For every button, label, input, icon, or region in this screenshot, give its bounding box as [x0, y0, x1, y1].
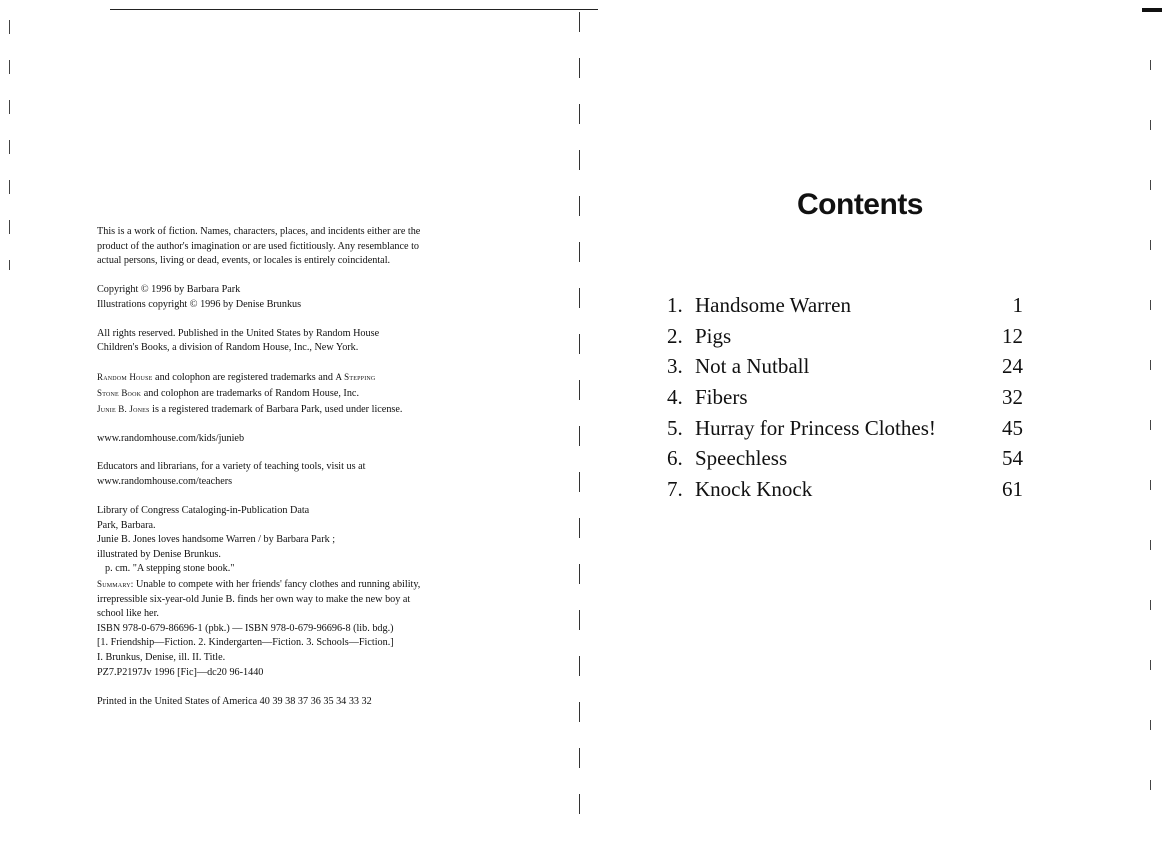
- contents-title: Contents: [797, 188, 923, 221]
- table-of-contents: [667, 290, 1023, 505]
- educators-notice: [97, 460, 497, 489]
- scan-edge-left: [9, 20, 10, 270]
- chapter-page: 24: [1002, 354, 1023, 379]
- chapter-title: Hurray for Princess Clothes!: [695, 415, 936, 440]
- chapter-page: 45: [1002, 415, 1023, 440]
- text-line: actual persons, living or dead, events, or locales is entirely coincidental.: [97, 255, 391, 267]
- toc-entry: [667, 443, 1023, 474]
- toc-entry: [667, 382, 1023, 413]
- cataloging-data: [97, 504, 497, 680]
- text-line: PZ7.P2197Jv 1996 [Fic]—dc20 96-1440: [97, 666, 264, 678]
- text-line: All rights reserved. Published in the United States by Random House: [97, 327, 380, 339]
- text-line: school like her.: [97, 608, 159, 620]
- fiction-disclaimer: [97, 225, 497, 269]
- chapter-title: Not a Nutball: [695, 354, 810, 379]
- scan-edge-right: [1150, 60, 1151, 820]
- chapter-page: 12: [1002, 323, 1023, 348]
- small-caps-text: Junie B. Jones: [97, 403, 150, 414]
- small-caps-text: Summary:: [97, 579, 134, 590]
- text-line: [1. Friendship—Fiction. 2. Kindergarten—Fiction. 3. Schools—Fiction.]: [97, 637, 394, 649]
- text-line: Copyright © 1996 by Barbara Park: [97, 284, 241, 296]
- scan-edge-top: [110, 9, 598, 10]
- text-line: Printed in the United States of America 40 39 38 37 36 35 34 33 32: [97, 695, 372, 707]
- chapter-number: 3.: [667, 354, 683, 379]
- copyright-page: [97, 225, 497, 724]
- toc-entry: [667, 351, 1023, 382]
- chapter-title: Fibers: [695, 385, 748, 410]
- text-line: [97, 386, 497, 402]
- text-segment: Unable to compete with her friends' fancy clothes and running ability,: [133, 579, 421, 591]
- small-caps-text: Stone Book: [97, 387, 142, 398]
- text-line: p. cm. "A stepping stone book.": [105, 563, 235, 575]
- text-line: Illustrations copyright © 1996 by Denise Brunkus: [97, 298, 302, 310]
- chapter-number: 2.: [667, 323, 683, 348]
- text-line: This is a work of fiction. Names, characters, places, and incidents either are the: [97, 226, 421, 237]
- toc-entry: [667, 474, 1023, 505]
- small-caps-text: Random House: [97, 372, 153, 383]
- text-line: Library of Congress Cataloging-in-Publication Data: [97, 505, 310, 517]
- text-segment: and colophon are registered trademarks and: [152, 372, 336, 384]
- chapter-title: Pigs: [695, 323, 732, 348]
- text-line: Junie B. Jones loves handsome Warren / by Barbara Park ;: [97, 534, 336, 546]
- chapter-title: Speechless: [695, 446, 788, 471]
- copyright-notice: [97, 283, 497, 312]
- trademark-notice: [97, 370, 497, 417]
- small-caps-text: A Stepping: [335, 372, 376, 383]
- text-line: Park, Barbara.: [97, 519, 156, 531]
- toc-entry: [667, 290, 1023, 321]
- chapter-page: 1: [1012, 293, 1023, 317]
- chapter-number: 4.: [667, 385, 683, 410]
- text-line: Educators and librarians, for a variety of teaching tools, visit us at: [97, 461, 366, 473]
- text-segment: and colophon are trademarks of Random House, Inc.: [141, 387, 359, 399]
- toc-entry: [667, 413, 1023, 444]
- text-line: [97, 577, 497, 593]
- text-line: illustrated by Denise Brunkus.: [97, 548, 221, 560]
- chapter-page: 54: [1002, 446, 1023, 471]
- chapter-number: 6.: [667, 446, 683, 471]
- text-line: www.randomhouse.com/kids/junieb: [97, 432, 245, 444]
- text-segment: is a registered trademark of Barbara Park, used under license.: [149, 403, 403, 415]
- toc-entry: [667, 321, 1023, 352]
- chapter-number: 1.: [667, 293, 683, 317]
- chapter-title: Handsome Warren: [695, 293, 851, 317]
- text-line: ISBN 978-0-679-86696-1 (pbk.) — ISBN 978-0-679-96696-8 (lib. bdg.): [97, 622, 394, 634]
- rights-notice: [97, 327, 497, 356]
- page-gutter: [579, 12, 580, 832]
- text-line: [97, 370, 497, 386]
- text-line: Children's Books, a division of Random House, Inc., New York.: [97, 342, 359, 354]
- text-line: [97, 402, 497, 418]
- chapter-page: 61: [1002, 477, 1023, 502]
- chapter-number: 7.: [667, 477, 683, 502]
- text-line: I. Brunkus, Denise, ill. II. Title.: [97, 652, 226, 663]
- text-line: product of the author's imagination or are used fictitiously. Any resemblance to: [97, 240, 419, 252]
- printing-line: [97, 695, 497, 710]
- chapter-title: Knock Knock: [695, 477, 813, 502]
- text-line: irrepressible six-year-old Junie B. finds her own way to make the new boy at: [97, 593, 411, 605]
- chapter-page: 32: [1002, 385, 1023, 410]
- website-url: [97, 432, 497, 447]
- text-line: www.randomhouse.com/teachers: [97, 476, 233, 488]
- chapter-number: 5.: [667, 415, 683, 440]
- scan-edge-mark: [1142, 8, 1162, 12]
